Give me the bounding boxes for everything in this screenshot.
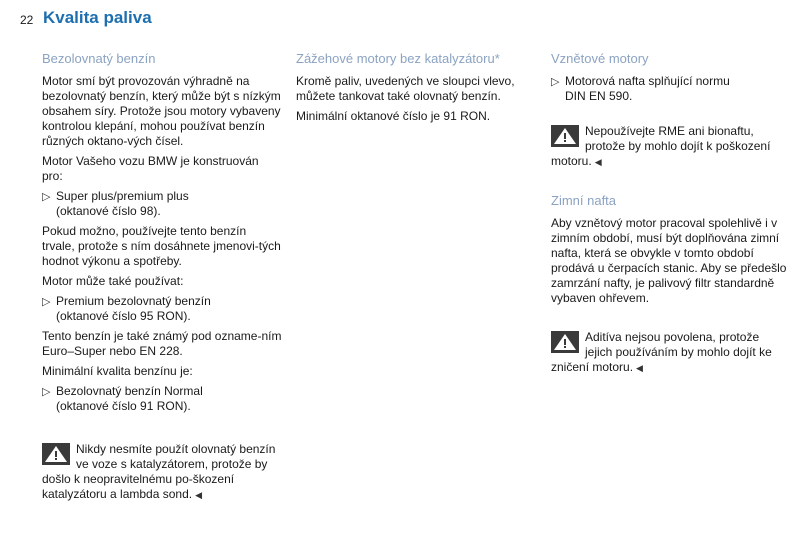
end-mark-icon: ◀ xyxy=(594,157,602,167)
warning-icon xyxy=(551,125,579,147)
warning-text: Nikdy nesmíte použít olovnatý benzín ve voze s katalyzátorem, protože by došlo k neopravitelnému po-škození katalyzátoru a lambda sond. xyxy=(42,442,276,501)
bullet-text: Motorová nafta splňující normu xyxy=(565,74,730,88)
paragraph: Minimální oktanové číslo je 91 RON. xyxy=(296,109,491,123)
page-title: Kvalita paliva xyxy=(43,8,152,27)
warning-box xyxy=(551,124,787,170)
warning-icon xyxy=(42,443,70,465)
bullet-text: Super plus/premium plus xyxy=(56,189,189,203)
bullet-text: (oktanové číslo 91 RON). xyxy=(56,399,191,413)
warning-text: Aditíva nejsou povolena, protože jejich používáním by mohlo dojít ke zničení motoru. xyxy=(551,330,772,374)
column-unleaded-petrol xyxy=(42,50,282,503)
section-heading-unleaded: Bezolovnatý benzín xyxy=(42,51,156,66)
paragraph: Aby vznětový motor pracoval spolehlivě i v zimním období, musí být doplňována zimní nafta, která se obvykle v tomto období prodává u čerpacích stanic. Aby se předešlo zamrzání nafty, je palivový filtr standardně vybaven ohřevem. xyxy=(551,216,787,305)
bullet-text: Premium bezolovnatý benzín xyxy=(56,294,211,308)
paragraph: Kromě paliv, uvedených ve sloupci vlevo, můžete tankovat také olovnatý benzín. xyxy=(296,74,515,103)
paragraph: Motor smí být provozován výhradně na bezolovnatý benzín, který může být s nízkým obsahem síry. Protože jsou motory vybaveny kontrolou klepání, mohou používat benzín různých oktano-vých čísel. xyxy=(42,74,281,148)
section-heading-winter-diesel: Zimní nafta xyxy=(551,193,617,208)
end-mark-icon: ◀ xyxy=(636,363,643,373)
bullet-text: DIN EN 590. xyxy=(565,89,633,103)
column-petrol-no-catalyst xyxy=(296,50,541,129)
section-heading-diesel: Vznětové motory xyxy=(551,51,649,66)
warning-text: Nepoužívejte RME ani bionaftu, protože by mohlo dojít k poškození motoru. xyxy=(551,124,771,168)
paragraph: Pokud možno, používejte tento benzín trvale, protože s ním dosáhnete jmenovi-tých hodnot výkonu a spotřeby. xyxy=(42,224,281,268)
bullet-triangle-icon: ▷ xyxy=(42,296,51,308)
warning-icon xyxy=(551,331,579,353)
paragraph: Motor Vašeho vozu BMW je konstruován pro: xyxy=(42,154,259,183)
page-number: 22 xyxy=(20,13,34,27)
bullet-text: (oktanové číslo 98). xyxy=(56,204,161,218)
bullet-triangle-icon: ▷ xyxy=(551,76,560,88)
paragraph: Tento benzín je také známý pod ozname-ním Euro–Super nebo EN 228. xyxy=(42,329,282,358)
bullet-item xyxy=(42,189,282,219)
bullet-text: Bezolovnatý benzín Normal xyxy=(56,384,203,398)
warning-box xyxy=(42,442,282,503)
bullet-item xyxy=(551,74,787,104)
column-diesel xyxy=(551,50,787,376)
bullet-item xyxy=(42,294,282,324)
bullet-item xyxy=(42,384,282,414)
warning-box xyxy=(551,330,787,376)
paragraph: Minimální kvalita benzínu je: xyxy=(42,364,193,378)
end-mark-icon: ◀ xyxy=(195,490,203,500)
paragraph: Motor může také používat: xyxy=(42,274,184,288)
bullet-text: (oktanové číslo 95 RON). xyxy=(56,309,191,323)
bullet-triangle-icon: ▷ xyxy=(42,191,51,203)
bullet-triangle-icon: ▷ xyxy=(42,386,51,398)
section-heading-no-catalyst: Zážehové motory bez katalyzátoru* xyxy=(296,51,500,66)
